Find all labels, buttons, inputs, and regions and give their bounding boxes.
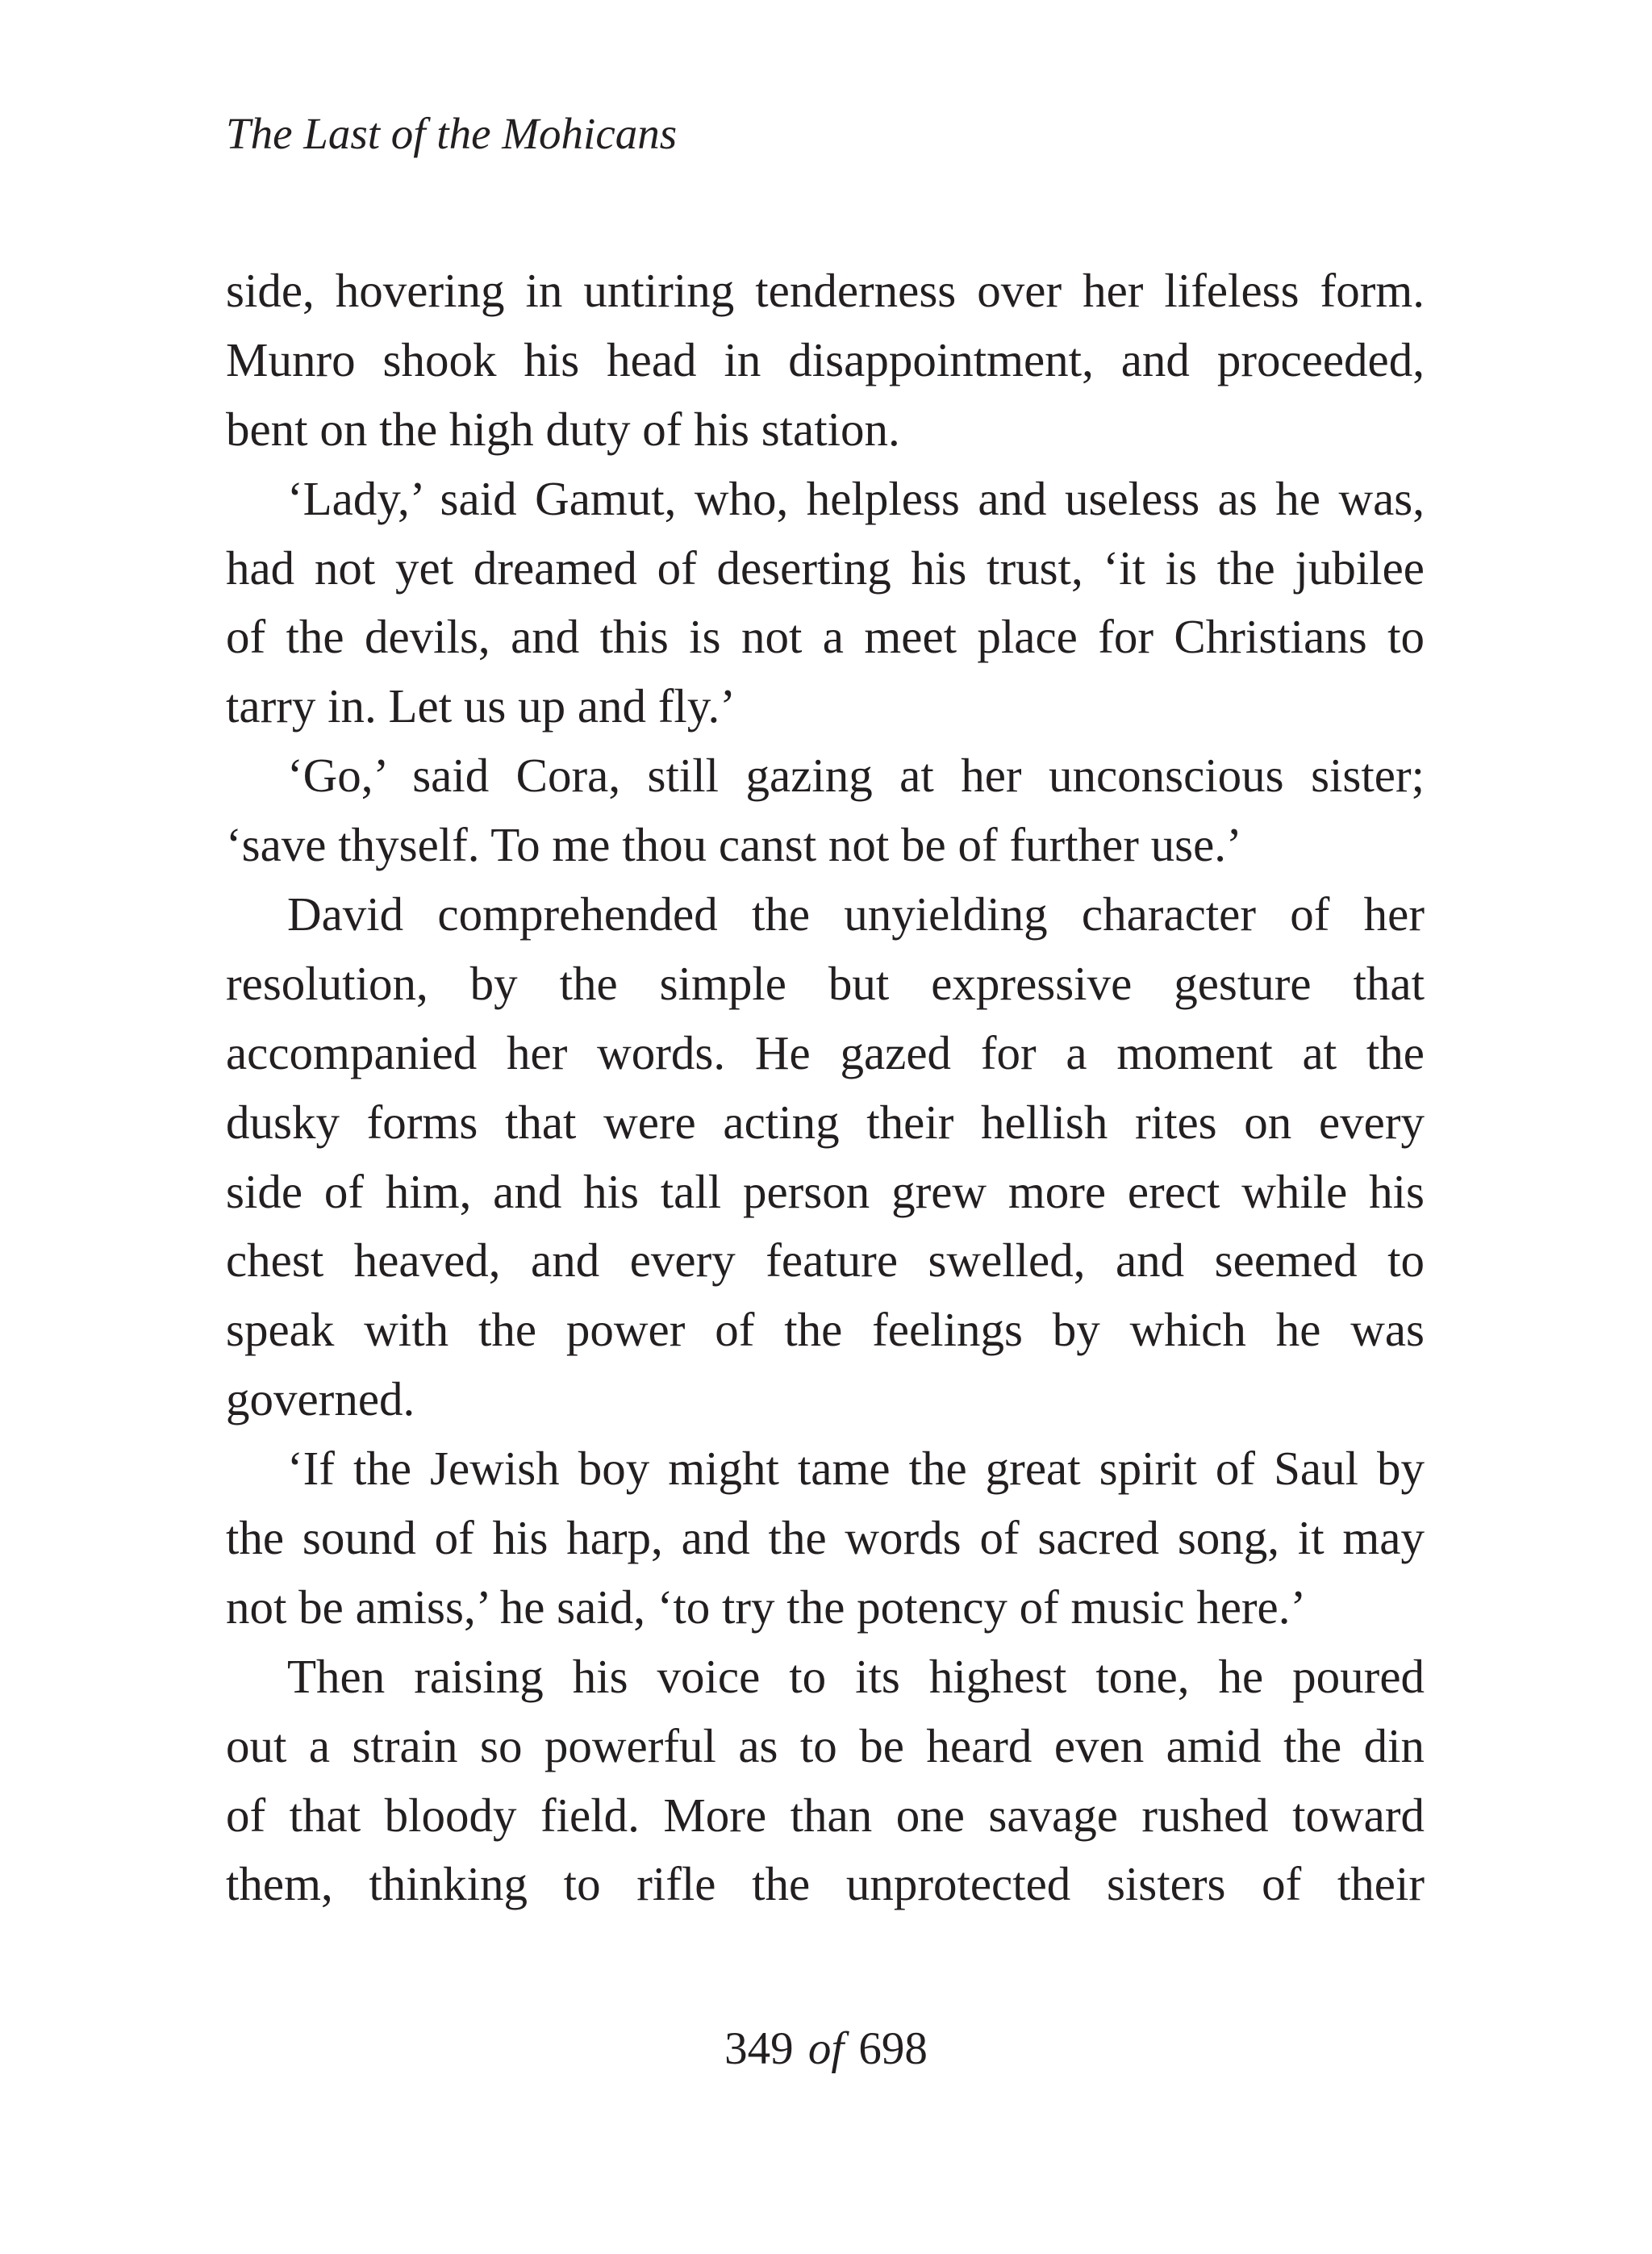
page-number	[0, 2023, 1652, 2075]
text-line: resolution, by the simple but expressive gesture that	[226, 956, 1425, 1010]
text-line: dusky forms that were acting their hellish rites on every	[226, 1095, 1425, 1149]
text-line: not be amiss,’ he said, ‘to try the potency of music here.’	[226, 1580, 1307, 1634]
page-of-label: of	[807, 2023, 845, 2074]
text-line: chest heaved, and every feature swelled, and seemed to	[226, 1233, 1425, 1288]
paragraph	[226, 741, 1425, 880]
paragraph	[226, 1642, 1425, 1920]
paragraph	[226, 465, 1425, 742]
text-line: ‘Go,’ said Cora, still gazing at her unconscious sister;	[287, 749, 1425, 803]
paragraph	[226, 880, 1425, 1434]
running-title: The Last of the Mohicans	[226, 109, 678, 158]
paragraph	[226, 1434, 1425, 1642]
text-line: had not yet dreamed of deserting his trust, ‘it is the jubilee	[226, 541, 1425, 595]
text-line: bent on the high duty of his station.	[226, 402, 900, 456]
text-line: ‘If the Jewish boy might tame the great spirit of Saul by	[287, 1442, 1425, 1496]
text-line: ‘save thyself. To me thou canst not be of further use.’	[226, 818, 1242, 872]
text-line: tarry in. Let us up and fly.’	[226, 679, 736, 733]
text-line: the sound of his harp, and the words of sacred song, it may	[226, 1511, 1425, 1565]
text-line: of that bloody field. More than one savage rushed toward	[226, 1788, 1425, 1842]
body-text	[226, 257, 1425, 1919]
total-pages-number: 698	[858, 2023, 928, 2074]
paragraph	[226, 257, 1425, 465]
text-line: accompanied her words. He gazed for a moment at the	[226, 1025, 1425, 1079]
text-line: Then raising his voice to its highest tone, he poured	[287, 1649, 1425, 1703]
text-line: governed.	[226, 1372, 415, 1426]
text-line: of the devils, and this is not a meet place for Christians to	[226, 610, 1425, 664]
text-line: Munro shook his head in disappointment, and proceeded,	[226, 332, 1425, 386]
text-line: them, thinking to rifle the unprotected sisters of their	[226, 1857, 1425, 1911]
text-line: side, hovering in untiring tenderness over her lifeless form.	[226, 264, 1425, 317]
text-line: out a strain so powerful as to be heard even amid the din	[226, 1718, 1425, 1772]
current-page-number: 349	[724, 2023, 794, 2074]
text-line: side of him, and his tall person grew more erect while his	[226, 1164, 1425, 1218]
text-line: ‘Lady,’ said Gamut, who, helpless and useless as he was,	[287, 471, 1425, 525]
text-line: David comprehended the unyielding character of her	[287, 887, 1425, 941]
text-line: speak with the power of the feelings by which he was	[226, 1303, 1425, 1357]
